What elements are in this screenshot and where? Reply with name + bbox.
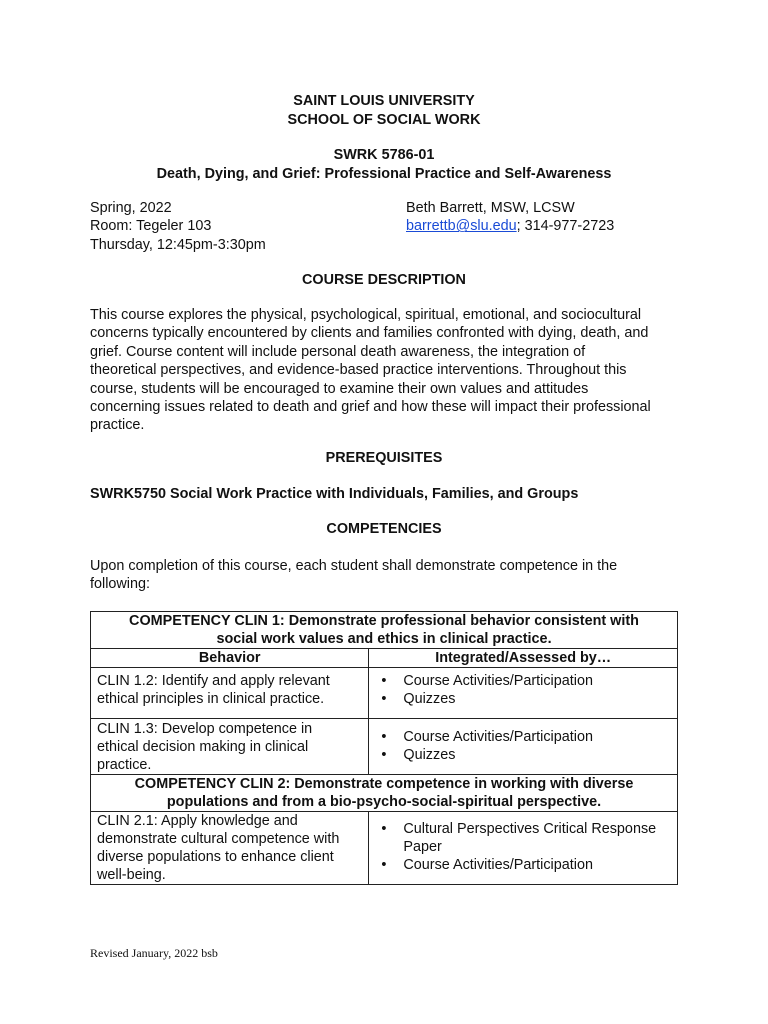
intro-line: following: <box>90 576 150 593</box>
term: Spring, 2022 <box>90 200 172 216</box>
behavior-column-header: Behavior <box>91 649 369 668</box>
description-line: course, students will be encouraged to examine their own values and attitudes <box>90 380 589 397</box>
list-item: • Course Activities/Participation <box>403 672 671 690</box>
assessment-list <box>375 728 671 764</box>
course-heading <box>90 146 678 184</box>
course-info-right <box>406 199 614 236</box>
assessment-cell <box>369 668 678 719</box>
table-row <box>91 812 678 885</box>
competency-row <box>91 612 678 649</box>
competency-row <box>91 775 678 812</box>
course-info-left <box>90 199 266 254</box>
assessment-cell <box>369 719 678 775</box>
intro-line: Upon completion of this course, each student shall demonstrate competence in the <box>90 558 618 574</box>
email-link[interactable]: barrettb@slu.edu <box>406 218 517 235</box>
table-row <box>91 668 678 719</box>
list-item: • Course Activities/Participation <box>403 856 671 874</box>
table-row <box>91 719 678 775</box>
competencies-heading: COMPETENCIES <box>326 521 442 537</box>
room: Room: Tegeler 103 <box>90 218 212 235</box>
competency-clin1: COMPETENCY CLIN 1: Demonstrate professional behavior consistent with social work values and ethics in clinical practice. <box>91 612 678 649</box>
description-line: This course explores the physical, psychological, spiritual, emotional, and sociocultural <box>90 307 642 323</box>
column-header-row <box>91 649 678 668</box>
list-item: • Cultural Perspectives Critical Response Paper <box>403 820 671 856</box>
description-heading: COURSE DESCRIPTION <box>302 272 466 288</box>
school-name: SCHOOL OF SOCIAL WORK <box>287 112 481 128</box>
behavior-cell: CLIN 1.2: Identify and apply relevant ethical principles in clinical practice. <box>91 668 369 719</box>
list-item: • Course Activities/Participation <box>403 728 671 746</box>
university-name: SAINT LOUIS UNIVERSITY <box>293 93 475 109</box>
description-line: grief. Course content will include personal death awareness, the integration of <box>90 343 586 360</box>
prerequisites-heading: PREREQUISITES <box>325 450 443 466</box>
course-title: Death, Dying, and Grief: Professional Practice and Self-Awareness <box>156 166 612 182</box>
instructor-contact <box>406 217 614 235</box>
list-item: • Quizzes <box>403 746 671 764</box>
instructor-name: Beth Barrett, MSW, LCSW <box>406 200 575 216</box>
description-text <box>90 306 680 435</box>
description-line: theoretical perspectives, and evidence-based practice interventions. Throughout this <box>90 362 627 379</box>
assessment-cell <box>369 812 678 885</box>
list-item: • Quizzes <box>403 690 671 708</box>
course-code: SWRK 5786-01 <box>333 147 435 163</box>
behavior-cell: CLIN 2.1: Apply knowledge and demonstrate cultural competence with diverse populations to enhance client well-being. <box>91 812 369 885</box>
document-header <box>90 92 678 130</box>
revision-footer: Revised January, 2022 bsb <box>90 946 218 960</box>
description-line: concerning issues related to death and grief and how these will impact their professional <box>90 399 651 416</box>
phone: ; 314-977-2723 <box>516 218 615 235</box>
competency-table <box>90 611 678 885</box>
prerequisite-course: SWRK5750 Social Work Practice with Individuals, Families, and Groups <box>90 486 579 502</box>
competency-clin2: COMPETENCY CLIN 2: Demonstrate competence in working with diverse populations and from a bio-psycho-social-spiritual perspective. <box>91 775 678 812</box>
assessment-list <box>375 820 671 874</box>
competencies-intro <box>90 557 680 594</box>
assessed-column-header: Integrated/Assessed by… <box>369 649 678 668</box>
assessment-list <box>375 672 671 708</box>
description-line: practice. <box>90 417 145 434</box>
behavior-cell: CLIN 1.3: Develop competence in ethical decision making in clinical practice. <box>91 719 369 775</box>
meeting-time: Thursday, 12:45pm-3:30pm <box>90 236 266 253</box>
description-line: concerns typically encountered by clients and families confronted with dying, death, and <box>90 325 649 342</box>
